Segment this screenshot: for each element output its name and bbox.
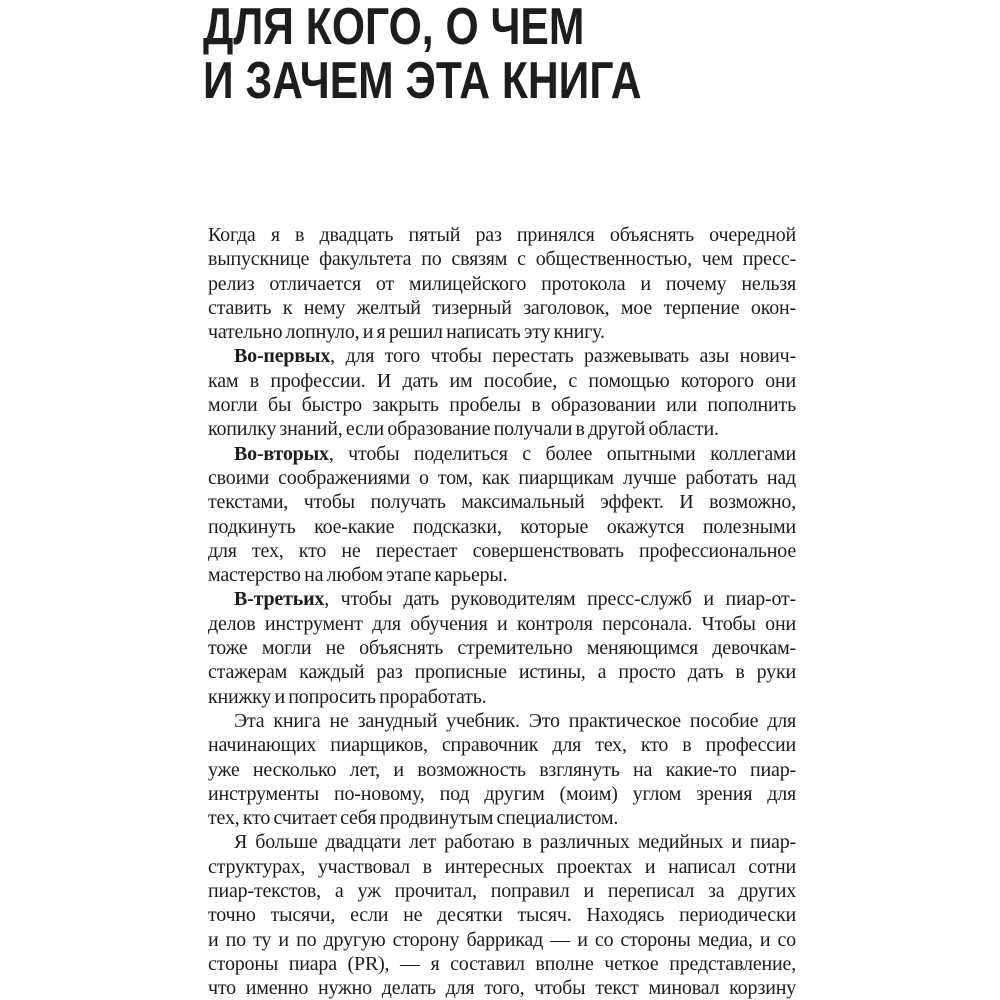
text-line: подкинуть кое-какие подсказки, которые окажутся полезными — [208, 515, 796, 538]
text-line: структурах, участвовал в интересных проектах и написал сотни — [208, 855, 796, 878]
bold-lead: Во-вторых — [234, 442, 329, 465]
text-line: могли бы быстро закрыть пробелы в образовании или пополнить — [208, 394, 796, 417]
text-line: тех, кто считает себя продвинутым специалистом. — [208, 807, 619, 830]
text-line: пиар-текстов, а уж прочитал, поправил и переписал за других — [208, 880, 796, 903]
chapter-title — [203, 0, 642, 108]
text-line: ставить к нему желтый тизерный заголовок, мое терпение окон- — [208, 296, 796, 319]
text-line: уже несколько лет, и возможность взглянуть на какие-то пиар- — [208, 758, 796, 781]
text-line: для тех, кто не перестает совершенствовать профессиональное — [208, 539, 796, 562]
text-line: инструменты по-новому, под другим (моим) углом зрения для — [208, 782, 796, 805]
text-line: Во-первых, для того чтобы перестать разжевывать азы нович- — [234, 345, 796, 368]
text-line: выпускнице факультета по связям с общественностью, чем пресс- — [208, 248, 796, 271]
text-line: мастерство на любом этапе карьеры. — [208, 564, 508, 587]
chapter-title-line-1: ДЛЯ КОГО, О ЧЕМ — [203, 0, 585, 56]
text-line: и по ту и по другую сторону баррикад — и со стороны медиа, и со — [208, 928, 796, 951]
text-line: книжку и попросить проработать. — [208, 685, 487, 708]
text-line: В-третьих, чтобы дать руководителям пресс-служб и пиар-от- — [234, 588, 796, 611]
text-line: Во-вторых, чтобы поделиться с более опытными коллегами — [234, 442, 796, 465]
text-line: релиз отличается от милицейского протокола и почему нельзя — [208, 272, 796, 295]
text-line: точно тысячи, если не десятки тысяч. Находясь периодически — [208, 904, 796, 927]
bold-lead: Во-первых — [234, 345, 331, 368]
text-line: тоже могли не объяснять стремительно меняющимся девочкам- — [208, 637, 796, 660]
body-text — [208, 223, 796, 1000]
text-line: что именно нужно делать для того, чтобы текст миновал корзину — [208, 977, 796, 1000]
text-line: Я больше двадцати лет работаю в различных медийных и пиар- — [234, 831, 796, 854]
text-line: чательно лопнуло, и я решил написать эту книгу. — [208, 321, 605, 344]
text-line: кам в профессии. И дать им пособие, с помощью которого они — [208, 369, 796, 392]
text-line: стороны пиара (PR), — я составил вполне четкое представление, — [208, 952, 796, 975]
bold-lead: В-третьих — [234, 588, 325, 611]
text-line: стажерам каждый раз прописные истины, а просто дать в руки — [208, 661, 796, 684]
text-line: начинающих пиарщиков, справочник для тех, кто в профессии — [208, 734, 796, 757]
text-line: копилку знаний, если образование получали в другой области. — [208, 418, 719, 441]
text-line: Когда я в двадцать пятый раз принялся объяснять очередной — [208, 224, 796, 246]
text-line: текстами, чтобы получать максимальный эффект. И возможно, — [208, 491, 796, 514]
chapter-title-line-2: И ЗАЧЕМ ЭТА КНИГА — [203, 52, 642, 110]
text-line: Эта книга не занудный учебник. Это практическое пособие для — [234, 709, 796, 732]
text-line: своими соображениями о том, как пиарщикам лучше работать над — [208, 466, 796, 489]
text-line: делов инструмент для обучения и контроля персонала. Чтобы они — [208, 612, 796, 635]
